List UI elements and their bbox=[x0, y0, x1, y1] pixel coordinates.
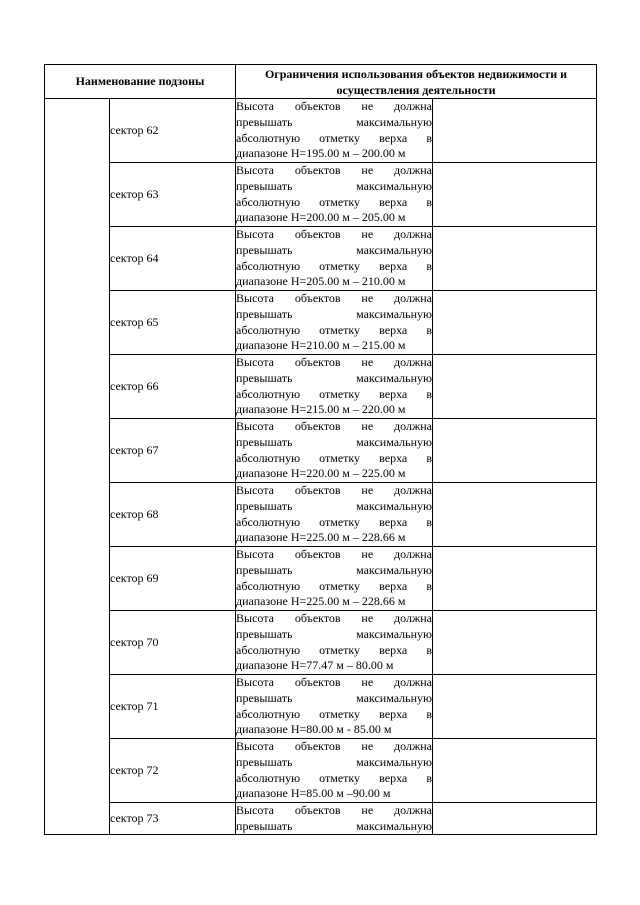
empty-cell bbox=[433, 163, 597, 227]
sector-name: сектор 67 bbox=[110, 419, 236, 483]
desc-line-2: превышать максимальную bbox=[236, 498, 433, 513]
header-restrictions-line2: осуществления деятельности bbox=[336, 82, 496, 97]
empty-cell bbox=[433, 611, 597, 675]
sector-name: сектор 73 bbox=[110, 803, 236, 835]
desc-line-4: диапазоне Н=205.00 м – 210.00 м bbox=[236, 274, 406, 289]
empty-cell bbox=[433, 675, 597, 739]
sector-name: сектор 71 bbox=[110, 675, 236, 739]
desc-line-4: диапазоне Н=85.00 м –90.00 м bbox=[236, 786, 391, 801]
restriction-text bbox=[236, 803, 433, 835]
desc-line-2: превышать максимальную bbox=[236, 754, 433, 769]
empty-cell bbox=[433, 355, 597, 419]
header-restrictions bbox=[236, 65, 597, 99]
desc-line-1: Высота объектов не должна bbox=[236, 803, 432, 817]
desc-line-2: превышать максимальную bbox=[236, 626, 433, 641]
restriction-text bbox=[236, 483, 433, 547]
desc-line-4: диапазоне Н=200.00 м – 205.00 м bbox=[236, 210, 406, 225]
desc-line-1: Высота объектов не должна bbox=[236, 163, 432, 178]
empty-cell bbox=[433, 739, 597, 803]
sector-name: сектор 63 bbox=[110, 163, 236, 227]
desc-line-1: Высота объектов не должна bbox=[236, 611, 432, 626]
table-row bbox=[45, 227, 597, 291]
desc-line-3: абсолютную отметку верха в bbox=[236, 386, 433, 401]
desc-line-4: диапазоне Н=77.47 м – 80.00 м bbox=[236, 658, 394, 673]
desc-line-1: Высота объектов не должна bbox=[236, 675, 432, 690]
desc-line-3: абсолютную отметку верха в bbox=[236, 322, 433, 337]
desc-line-3: абсолютную отметку верха в bbox=[236, 642, 433, 657]
table-row bbox=[45, 291, 597, 355]
table-body bbox=[45, 99, 597, 835]
desc-line-1: Высота объектов не должна bbox=[236, 291, 432, 306]
restriction-text bbox=[236, 163, 433, 227]
table-header-row bbox=[45, 65, 597, 99]
empty-cell bbox=[433, 483, 597, 547]
table-row bbox=[45, 419, 597, 483]
restriction-text bbox=[236, 739, 433, 803]
empty-cell bbox=[433, 803, 597, 835]
desc-line-2: превышать максимальную bbox=[236, 114, 433, 129]
desc-line-2: превышать максимальную bbox=[236, 434, 433, 449]
desc-line-2: превышать максимальную bbox=[236, 370, 433, 385]
empty-cell bbox=[433, 547, 597, 611]
sector-name: сектор 69 bbox=[110, 547, 236, 611]
table-row bbox=[45, 739, 597, 803]
desc-line-3: абсолютную отметку верха в bbox=[236, 258, 433, 273]
sector-name: сектор 70 bbox=[110, 611, 236, 675]
desc-line-1: Высота объектов не должна bbox=[236, 227, 432, 242]
desc-line-2: превышать максимальную bbox=[236, 818, 433, 833]
table-row bbox=[45, 803, 597, 835]
sector-name: сектор 65 bbox=[110, 291, 236, 355]
restriction-text bbox=[236, 547, 433, 611]
desc-line-1: Высота объектов не должна bbox=[236, 355, 432, 370]
header-restrictions-line1: Ограничения использования объектов недвижимости и bbox=[264, 66, 568, 81]
desc-line-3: абсолютную отметку верха в bbox=[236, 194, 433, 209]
desc-line-1: Высота объектов не должна bbox=[236, 547, 432, 562]
desc-line-4: диапазоне Н=225.00 м – 228.66 м bbox=[236, 594, 406, 609]
desc-line-4: диапазоне Н=220.00 м – 225.00 м bbox=[236, 466, 406, 481]
desc-line-1: Высота объектов не должна bbox=[236, 739, 432, 754]
desc-line-4: диапазоне Н=225.00 м – 228.66 м bbox=[236, 530, 406, 545]
desc-line-4: диапазоне Н=195.00 м – 200.00 м bbox=[236, 146, 406, 161]
desc-line-3: абсолютную отметку верха в bbox=[236, 706, 433, 721]
restriction-text bbox=[236, 99, 433, 163]
desc-line-4: диапазоне Н=210.00 м – 215.00 м bbox=[236, 338, 406, 353]
desc-line-3: абсолютную отметку верха в bbox=[236, 514, 433, 529]
desc-line-4: диапазоне Н=80.00 м - 85.00 м bbox=[236, 722, 392, 737]
desc-line-1: Высота объектов не должна bbox=[236, 99, 432, 114]
table-row bbox=[45, 675, 597, 739]
sector-name: сектор 64 bbox=[110, 227, 236, 291]
restriction-text bbox=[236, 227, 433, 291]
restrictions-table bbox=[44, 64, 597, 835]
desc-line-2: превышать максимальную bbox=[236, 690, 433, 705]
sector-name: сектор 62 bbox=[110, 99, 236, 163]
empty-cell bbox=[433, 291, 597, 355]
restriction-text bbox=[236, 419, 433, 483]
table-row bbox=[45, 99, 597, 163]
table-row bbox=[45, 611, 597, 675]
desc-line-3: абсолютную отметку верха в bbox=[236, 770, 433, 785]
table-row bbox=[45, 547, 597, 611]
desc-line-2: превышать максимальную bbox=[236, 178, 433, 193]
table-row bbox=[45, 163, 597, 227]
restriction-text bbox=[236, 291, 433, 355]
sector-name: сектор 66 bbox=[110, 355, 236, 419]
desc-line-3: абсолютную отметку верха в bbox=[236, 450, 433, 465]
desc-line-1: Высота объектов не должна bbox=[236, 419, 432, 434]
desc-line-1: Высота объектов не должна bbox=[236, 483, 432, 498]
restriction-text bbox=[236, 355, 433, 419]
empty-cell bbox=[433, 227, 597, 291]
restriction-text bbox=[236, 611, 433, 675]
desc-line-3: абсолютную отметку верха в bbox=[236, 578, 433, 593]
desc-line-2: превышать максимальную bbox=[236, 242, 433, 257]
sector-name: сектор 68 bbox=[110, 483, 236, 547]
desc-line-2: превышать максимальную bbox=[236, 306, 433, 321]
subzone-group-cell bbox=[45, 99, 110, 835]
desc-line-4: диапазоне Н=215.00 м – 220.00 м bbox=[236, 402, 406, 417]
desc-line-2: превышать максимальную bbox=[236, 562, 433, 577]
table-row bbox=[45, 483, 597, 547]
table-row bbox=[45, 355, 597, 419]
header-subzone-name: Наименование подзоны bbox=[45, 65, 236, 99]
restriction-text bbox=[236, 675, 433, 739]
sector-name: сектор 72 bbox=[110, 739, 236, 803]
empty-cell bbox=[433, 99, 597, 163]
empty-cell bbox=[433, 419, 597, 483]
desc-line-3: абсолютную отметку верха в bbox=[236, 130, 433, 145]
